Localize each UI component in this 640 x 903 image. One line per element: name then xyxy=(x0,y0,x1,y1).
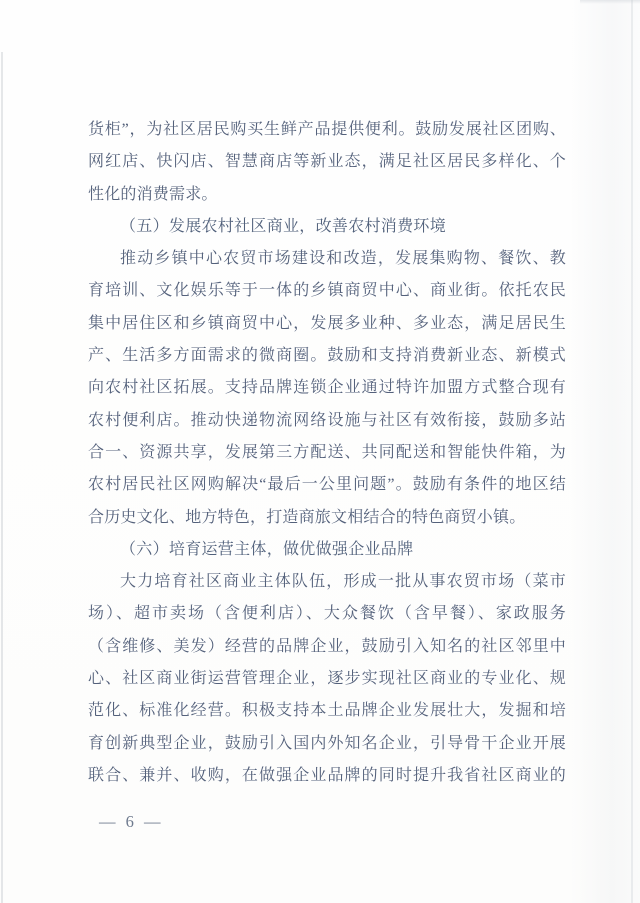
paragraph-line: 合历史文化、地方特色，打造商旅文相结合的特色商贸小镇。 xyxy=(88,508,526,526)
paragraph-line: 网红店、快闪店、智慧商店等新业态，满足社区居民多样化、个 xyxy=(88,153,566,171)
section-heading-5: （五）发展农村社区商业，改善农村消费环境 xyxy=(120,217,447,235)
scan-streak xyxy=(570,0,640,903)
paragraph-line: 推动乡镇中心农贸市场建设和改造，发展集购物、餐饮、教 xyxy=(120,250,566,268)
section-heading-6: （六）培育运营主体，做优做强企业品牌 xyxy=(120,540,414,558)
document-text-block xyxy=(88,114,566,792)
paragraph-line: 性化的消费需求。 xyxy=(88,185,218,203)
paragraph-line: 农村便利店。推动快递物流网络设施与社区有效衔接，鼓励多站 xyxy=(88,411,566,429)
paragraph-line: 集中居住区和乡镇商贸中心，发展多业种、多业态，满足居民生 xyxy=(88,314,566,332)
page-number: — 6 — xyxy=(99,812,164,831)
paragraph-line: 货柜”，为社区居民购买生鲜产品提供便利。鼓励发展社区团购、 xyxy=(88,121,566,138)
paragraph-line: 大力培育社区商业主体队伍，形成一批从事农贸市场（菜市 xyxy=(120,573,566,591)
scan-corner-smudge xyxy=(580,0,640,4)
scan-edge-left xyxy=(1,52,3,903)
paragraph-line: （含维修、美发）经营的品牌企业，鼓励引入知名的社区邻里中 xyxy=(88,637,566,655)
scan-edge-right xyxy=(631,0,633,903)
paragraph-line: 育培训、文化娱乐等于一体的乡镇商贸中心、商业街。依托农民 xyxy=(88,282,566,300)
paragraph-line: 向农村社区拓展。支持品牌连锁企业通过特许加盟方式整合现有 xyxy=(88,379,566,397)
paragraph-line: 心、社区商业街运营管理企业，逐步实现社区商业的专业化、规 xyxy=(88,670,566,688)
paragraph-line: 合一、资源共享，发展第三方配送、共同配送和智能快件箱，为 xyxy=(88,443,566,461)
paragraph-line: 产、生活多方面需求的微商圈。鼓励和支持消费新业态、新模式 xyxy=(88,347,566,365)
paragraph-line: 范化、标准化经营。积极支持本土品牌企业发展壮大，发掘和培 xyxy=(88,702,566,720)
paragraph-line: 农村居民社区网购解决“最后一公里问题”。鼓励有条件的地区结 xyxy=(88,476,566,494)
paragraph-line: 育创新典型企业，鼓励引入国内外知名企业，引导骨干企业开展 xyxy=(88,734,566,752)
paragraph-line: 联合、兼并、收购，在做强企业品牌的同时提升我省社区商业的 xyxy=(88,766,566,784)
paragraph-line: 场）、超市卖场（含便利店）、大众餐饮（含早餐）、家政服务 xyxy=(88,605,566,623)
